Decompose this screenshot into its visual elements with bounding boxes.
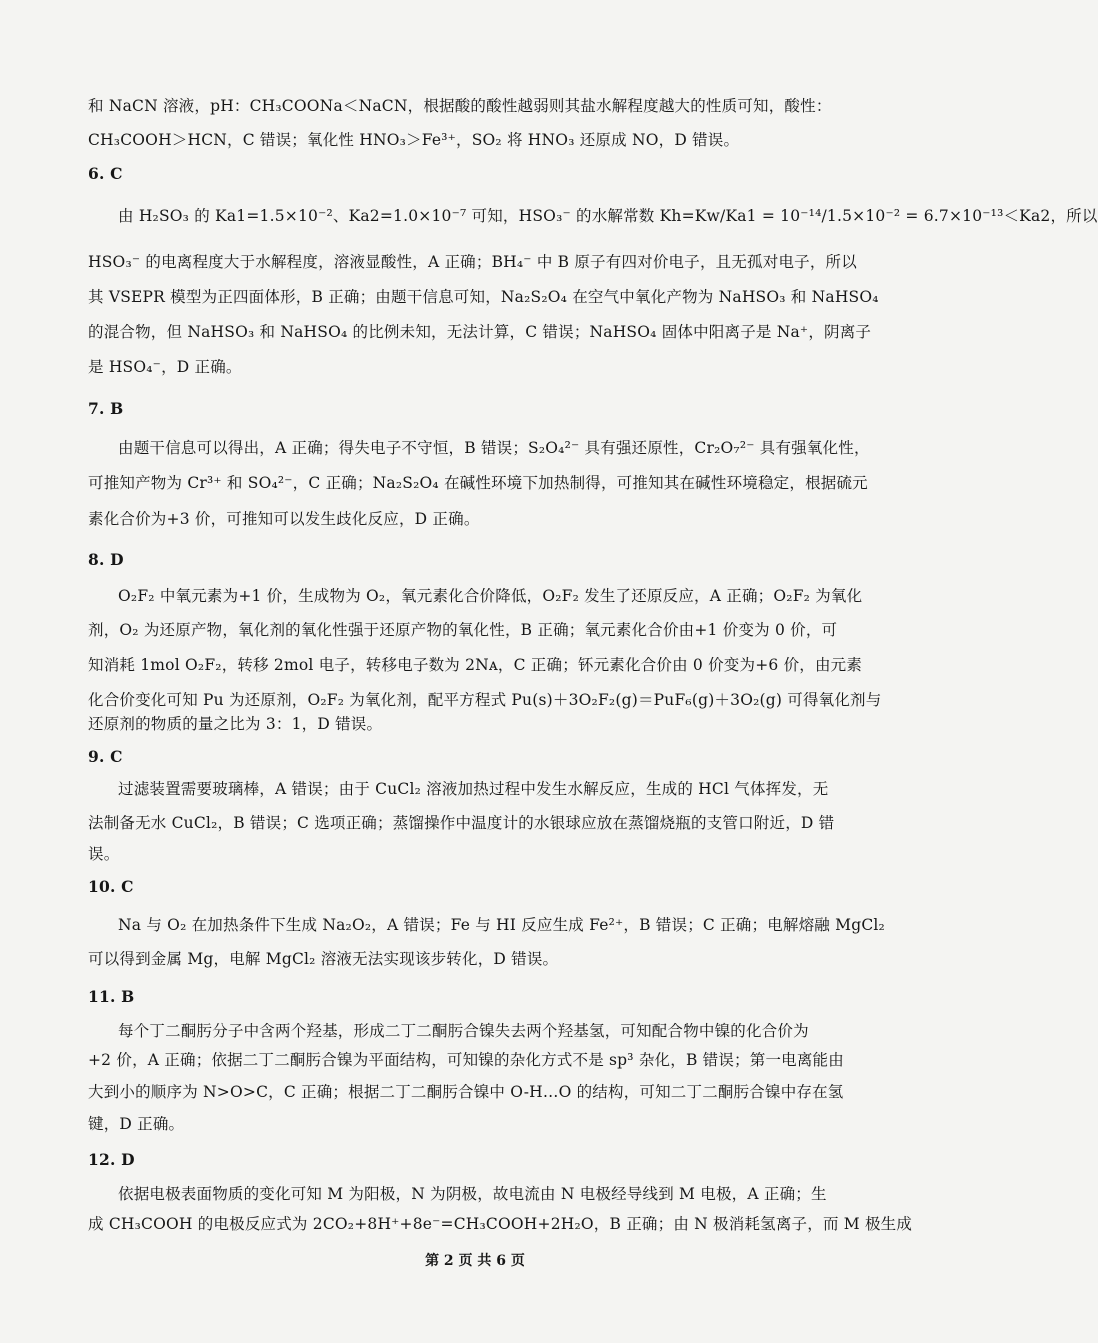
text-line: O₂F₂ 中氧元素为+1 价，生成物为 O₂，氧元素化合价降低，O₂F₂ 发生了还原反应，A 正确；O₂F₂ 为氧化 [118,587,863,605]
question-number: 7. B [88,399,124,418]
question-number: 6. C [88,164,123,183]
text-line: +2 价，A 正确；依据二丁二酮肟合镍为平面结构，可知镍的杂化方式不是 sp³ 杂化，B 错误；第一电离能由 [88,1051,844,1069]
text-line: HSO₃⁻ 的电离程度大于水解程度，溶液显酸性，A 正确；BH₄⁻ 中 B 原子有四对价电子，且无孤对电子，所以 [88,253,857,271]
question-number: 9. C [88,747,123,766]
question-number: 8. D [88,550,124,569]
text-line: 还原剂的物质的量之比为 3：1，D 错误。 [88,715,383,733]
text-line: 素化合价为+3 价，可推知可以发生歧化反应，D 正确。 [88,510,480,528]
question-number: 12. D [88,1150,135,1169]
text-line: 大到小的顺序为 N>O>C，C 正确；根据二丁二酮肟合镍中 O-H…O 的结构，可知二丁二酮肟合镍中存在氢 [88,1083,844,1101]
text-line: 每个丁二酮肟分子中含两个羟基，形成二丁二酮肟合镍失去两个羟基氢，可知配合物中镍的化合价为 [118,1022,809,1040]
text-line: 由题干信息可以得出，A 正确；得失电子不守恒，B 错误；S₂O₄²⁻ 具有强还原性，Cr₂O₇²⁻ 具有强氧化性， [118,439,870,457]
text-line: 误。 [88,845,120,863]
text-line: 成 CH₃COOH 的电极反应式为 2CO₂+8H⁺+8e⁻=CH₃COOH+2H₂O，B 正确；由 N 极消耗氢离子，而 M 极生成 [88,1215,913,1233]
text-line: Na 与 O₂ 在加热条件下生成 Na₂O₂，A 错误；Fe 与 HI 反应生成 Fe²⁺，B 错误；C 正确；电解熔融 MgCl₂ [118,916,885,934]
question-number: 11. B [88,987,135,1006]
text-line: 过滤装置需要玻璃棒，A 错误；由于 CuCl₂ 溶液加热过程中发生水解反应，生成的 HCl 气体挥发，无 [118,780,829,798]
text-line: 剂，O₂ 为还原产物，氧化剂的氧化性强于还原产物的氧化性，B 正确；氧元素化合价由+1 价变为 0 价，可 [88,621,838,639]
text-line: 可以得到金属 Mg，电解 MgCl₂ 溶液无法实现该步转化，D 错误。 [88,950,559,968]
page-footer: 第 2 页 共 6 页 [425,1253,525,1269]
question-number: 10. C [88,877,134,896]
text-line: CH₃COOH＞HCN，C 错误；氧化性 HNO₃＞Fe³⁺，SO₂ 将 HNO₃ 还原成 NO，D 错误。 [88,131,740,149]
text-line: 由 H₂SO₃ 的 Ka1=1.5×10⁻²、Ka2=1.0×10⁻⁷ 可知，HSO₃⁻ 的水解常数 Kh=Kw/Ka1 = 10⁻¹⁴/1.5×10⁻² = 6.7×10⁻¹³＜Ka2，所以 [118,207,1098,225]
text-line: 键，D 正确。 [88,1115,185,1133]
text-line: 和 NaCN 溶液，pH：CH₃COONa＜NaCN，根据酸的酸性越弱则其盐水解程度越大的性质可知，酸性： [88,97,832,115]
text-line: 是 HSO₄⁻，D 正确。 [88,358,242,376]
text-line: 化合价变化可知 Pu 为还原剂，O₂F₂ 为氧化剂，配平方程式 Pu(s)＋3O₂F₂(g)＝PuF₆(g)＋3O₂(g) 可得氧化剂与 [88,691,882,709]
text-line: 其 VSEPR 模型为正四面体形，B 正确；由题干信息可知，Na₂S₂O₄ 在空气中氧化产物为 NaHSO₃ 和 NaHSO₄ [88,288,879,306]
text-line: 法制备无水 CuCl₂，B 错误；C 选项正确；蒸馏操作中温度计的水银球应放在蒸馏烧瓶的支管口附近，D 错 [88,814,835,832]
text-line: 可推知产物为 Cr³⁺ 和 SO₄²⁻，C 正确；Na₂S₂O₄ 在碱性环境下加热制得，可推知其在碱性环境稳定，根据硫元 [88,474,868,492]
text-line: 依据电极表面物质的变化可知 M 为阳极，N 为阴极，故电流由 N 电极经导线到 M 电极，A 正确；生 [118,1185,827,1203]
text-line: 的混合物，但 NaHSO₃ 和 NaHSO₄ 的比例未知，无法计算，C 错误；NaHSO₄ 固体中阳离子是 Na⁺，阴离子 [88,323,872,341]
text-line: 知消耗 1mol O₂F₂，转移 2mol 电子，转移电子数为 2Nᴀ，C 正确；钚元素化合价由 0 价变为+6 价，由元素 [88,656,863,674]
